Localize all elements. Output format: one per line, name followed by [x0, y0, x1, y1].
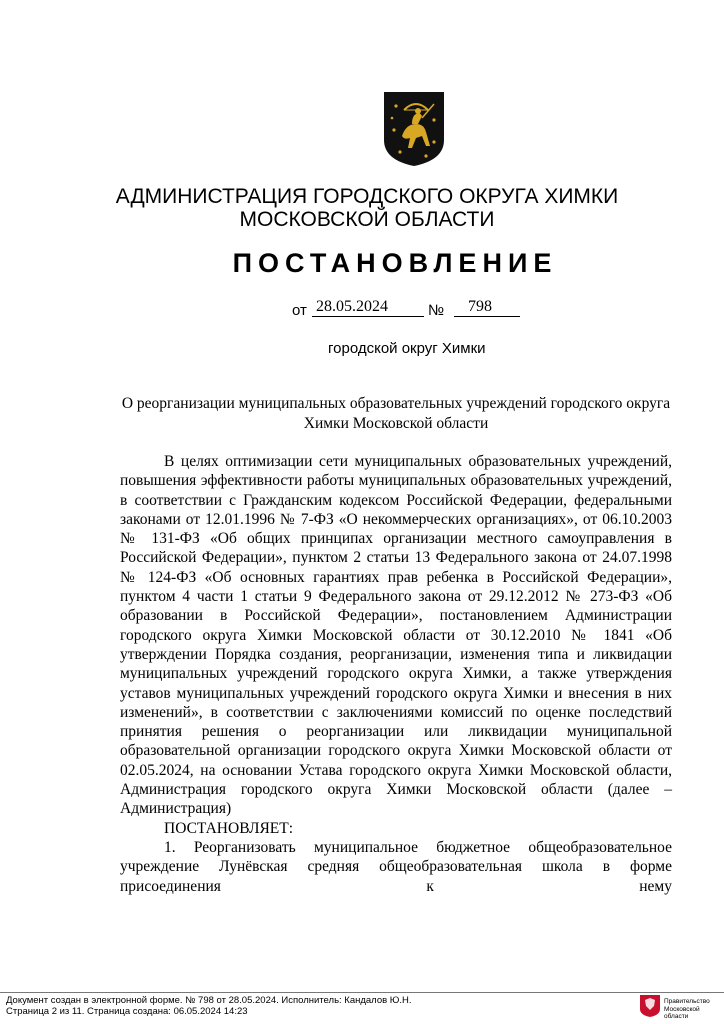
- document-subject: О реорганизации муниципальных образовательных учреждений городского округа Химки Московской области: [121, 395, 671, 432]
- gov-caption-line1: Правительство: [664, 998, 710, 1005]
- org-name-line2: МОСКОВСКОЙ ОБЛАСТИ: [239, 208, 495, 231]
- document-type-title: ПОСТАНОВЛЕНИЕ: [232, 248, 558, 278]
- number-sign: №: [428, 302, 445, 319]
- document-body: [120, 452, 672, 896]
- city-name: городской округ Химки: [328, 340, 486, 357]
- moscow-region-government-logo: [639, 994, 661, 1018]
- date-underline: [312, 316, 424, 317]
- document-number: 798: [468, 298, 492, 315]
- date-number-line: [292, 298, 532, 322]
- khimki-coat-of-arms: [382, 90, 446, 168]
- decree-word: ПОСТАНОВЛЯЕТ:: [164, 819, 294, 837]
- number-underline: [454, 316, 520, 317]
- footer-divider: [0, 992, 724, 993]
- org-name-line1: АДМИНИСТРАЦИЯ ГОРОДСКОГО ОКРУГА ХИМКИ: [115, 185, 619, 208]
- footer-page-info: Страница 2 из 11. Страница создана: 06.05.2024 14:23: [6, 1006, 248, 1017]
- document-date: 28.05.2024: [316, 298, 388, 315]
- date-prefix: от: [292, 302, 307, 319]
- preamble-paragraph: В целях оптимизации сети муниципальных образовательных учреждений, повышения эффективности работы муниципальных образовательных учреждений, в соответствии с Гражданским кодексом Российской Федерации, федеральными законами от 12.01.1996 № 7-ФЗ «О некоммерческих организациях», от 06.10.2003 № 131-ФЗ «Об общих принципах организации местного самоуправления в Российской Федерации», пунктом 2 статьи 13 Федерального закона от 24.07.1998 № 124-ФЗ «Об основных гарантиях прав ребенка в Российской Федерации», пунктом 4 части 1 статьи 9 Федерального закона от 29.12.2012 № 273-ФЗ «Об образовании в Российской Федерации», постановлением Администрации городского округа Химки Московской области от 30.12.2010 № 1841 «Об утверждении Порядка создания, реорганизации, изменения типа и ликвидации муниципальных учреждений городского округа Химки, а также утверждения уставов муниципальных учреждений городского округа Химки и внесения в них изменений», в соответствии с заключениями комиссий по оценке последствий принятия решения о реорганизации или ликвидации муниципальной образовательной организации городского округа Химки Московской области от 02.05.2024, на основании Устава городского округа Химки Московской области, Администрация городского округа Химки Московской области (далее – Администрация): [120, 453, 672, 818]
- item-1-paragraph: 1. Реорганизовать муниципальное бюджетное общеобразовательное учреждение Лунёвская средняя общеобразовательная школа в форме присоединения к нему: [120, 838, 672, 895]
- gov-caption-line2: Московской области: [664, 1005, 700, 1020]
- footer-document-info: Документ создан в электронной форме. № 798 от 28.05.2024. Исполнитель: Кандалов Ю.Н.: [6, 995, 412, 1006]
- gov-caption: [664, 998, 724, 1021]
